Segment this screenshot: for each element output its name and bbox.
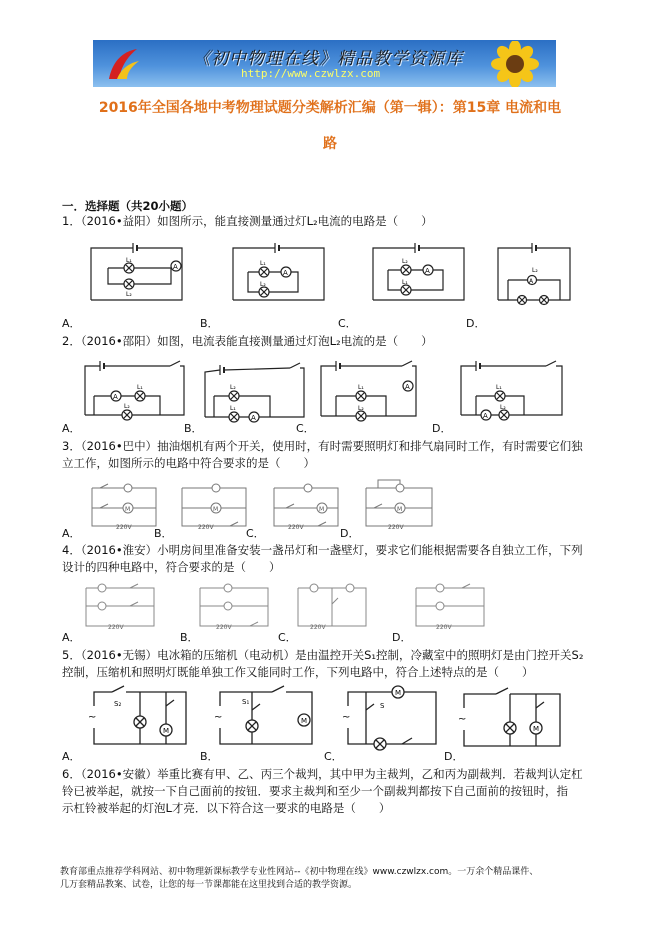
svg-text:L₂: L₂: [402, 258, 408, 265]
banner-title: 《初中物理在线》精品教学资源库: [193, 49, 463, 69]
q4-circuit-d: [410, 582, 490, 632]
question-1-text: 1．（2016•益阳）如图所示，能直接测量通过灯L₂电流的电路是（ ）: [62, 214, 433, 228]
svg-text:L₂: L₂: [260, 281, 266, 288]
svg-text:A: A: [529, 278, 534, 285]
svg-text:~: ~: [342, 712, 351, 723]
svg-text:M: M: [395, 689, 402, 697]
q1-circuit-a: [86, 242, 186, 312]
ammeter-label: A: [173, 263, 178, 271]
svg-text:L₁: L₁: [402, 279, 408, 286]
svg-text:L₂: L₂: [124, 403, 130, 410]
q3-option-d[interactable]: D．: [340, 527, 360, 540]
svg-text:220V: 220V: [116, 524, 132, 531]
question-4-text-cont: 设计的四种电路中，符合要求的是（ ）: [62, 560, 281, 574]
q3-option-b[interactable]: B．: [154, 527, 173, 540]
q5-circuit-b: [212, 686, 322, 752]
q5-circuit-a: [86, 686, 196, 752]
svg-text:M: M: [397, 506, 403, 513]
svg-text:~: ~: [88, 712, 97, 723]
svg-text:M: M: [533, 725, 540, 733]
question-5-text-cont: 控制，压缩机和照明灯既能单独工作又能同时工作，下列电路中，符合上述特点的是（ ）: [62, 665, 534, 679]
svg-text:A: A: [113, 393, 118, 401]
section-heading: 一．选择题（共20小题）: [62, 199, 194, 213]
q1-option-c[interactable]: C．: [338, 317, 357, 330]
svg-text:L₁: L₁: [230, 405, 236, 412]
svg-text:220V: 220V: [108, 624, 124, 631]
svg-text:A: A: [251, 414, 256, 422]
svg-text:S₂: S₂: [114, 700, 122, 708]
svg-text:S₁: S₁: [242, 698, 250, 706]
banner-url[interactable]: http://www.czwlzx.com: [241, 67, 381, 80]
footer-line-2: 几万套精品教案、试卷，让您的每一节课都能在这里找到合适的教学资源。: [60, 880, 358, 890]
q2-circuit-d: [456, 360, 568, 422]
question-4-text: 4．（2016•淮安）小明房间里准备安装一盏吊灯和一盏壁灯，要求它们能根据需要各自独立工作，下列: [62, 543, 583, 557]
q2-circuit-a: [80, 360, 190, 422]
page-footer: [60, 866, 620, 892]
svg-text:L₁: L₁: [496, 384, 502, 391]
q2-option-d[interactable]: D．: [432, 422, 452, 435]
svg-text:M: M: [213, 506, 219, 513]
question-6-text: 6．（2016•安徽）举重比赛有甲、乙、丙三个裁判，其中甲为主裁判，乙和丙为副裁判．若裁判认定杠: [62, 767, 583, 781]
svg-text:S: S: [380, 702, 385, 710]
svg-text:A: A: [405, 383, 410, 391]
question-5-text: 5．（2016•无锡）电冰箱的压缩机（电动机）是由温控开关S₁控制，冷藏室中的照明灯是由门控开关S₂: [62, 648, 584, 662]
svg-text:L₁: L₁: [126, 257, 132, 264]
q3-circuit-d: [360, 478, 440, 532]
svg-text:L₂: L₂: [532, 267, 538, 274]
document-title: 2016年全国各地中考物理试题分类解析汇编（第一辑）：第15章 电流和电: [98, 100, 562, 116]
q1-option-b[interactable]: B．: [200, 317, 219, 330]
site-logo-icon: [103, 45, 143, 83]
q5-option-d[interactable]: D．: [444, 750, 464, 763]
svg-text:220V: 220V: [436, 624, 452, 631]
q4-option-b[interactable]: B．: [180, 631, 199, 644]
q3-option-a[interactable]: A．: [62, 527, 81, 540]
svg-text:A: A: [283, 269, 288, 277]
q1-option-d[interactable]: D．: [466, 317, 486, 330]
svg-text:M: M: [163, 727, 170, 735]
q1-option-a[interactable]: A．: [62, 317, 81, 330]
q2-option-b[interactable]: B．: [184, 422, 203, 435]
svg-text:M: M: [125, 506, 131, 513]
q2-option-a[interactable]: A．: [62, 422, 81, 435]
sunflower-icon: [480, 41, 550, 87]
q5-option-b[interactable]: B．: [200, 750, 219, 763]
q5-circuit-c: [340, 686, 450, 752]
svg-text:220V: 220V: [310, 624, 326, 631]
q1-circuit-c: [368, 242, 468, 312]
site-banner: [93, 40, 556, 87]
q3-circuit-a: [86, 482, 164, 532]
svg-text:L₂: L₂: [500, 404, 506, 411]
q2-circuit-c: [316, 360, 426, 424]
q5-circuit-d: [456, 688, 568, 754]
q5-option-a[interactable]: A．: [62, 750, 81, 763]
q4-circuit-b: [194, 582, 274, 632]
svg-text:220V: 220V: [216, 624, 232, 631]
svg-text:A: A: [483, 412, 488, 420]
q4-option-d[interactable]: D．: [392, 631, 412, 644]
q4-option-c[interactable]: C．: [278, 631, 297, 644]
q4-option-a[interactable]: A．: [62, 631, 81, 644]
q2-option-c[interactable]: C．: [296, 422, 315, 435]
q4-circuit-a: [80, 582, 160, 632]
svg-text:L₂: L₂: [126, 291, 132, 298]
svg-text:~: ~: [214, 712, 223, 723]
question-2-text: 2．（2016•邵阳）如图，电流表能直接测量通过灯泡L₂电流的是（ ）: [62, 334, 433, 348]
question-6-text-cont: 铃已被举起，就按一下自己面前的按钮．要求主裁判和至少一个副裁判都按下自己面前的按钮时，指: [62, 784, 568, 798]
q3-option-c[interactable]: C．: [246, 527, 265, 540]
svg-text:M: M: [301, 717, 308, 725]
q3-circuit-b: [176, 482, 254, 532]
q1-circuit-b: [228, 242, 328, 312]
svg-text:L₁: L₁: [260, 260, 266, 267]
question-3-text: 3．（2016•巴中）抽油烟机有两个开关，使用时，有时需要照明灯和排气扇同时工作，有时需要它们独: [62, 439, 583, 453]
q5-option-c[interactable]: C．: [324, 750, 343, 763]
svg-text:L₁: L₁: [358, 384, 364, 391]
q3-circuit-c: [268, 482, 346, 532]
svg-text:220V: 220V: [388, 524, 404, 531]
q4-circuit-c: [292, 582, 372, 632]
svg-text:L₂: L₂: [358, 405, 364, 412]
document-title-cont: 路: [323, 136, 337, 152]
svg-text:A: A: [425, 267, 430, 275]
q2-circuit-b: [200, 362, 310, 424]
question-6-text-cont2: 示杠铃被举起的灯泡L才亮．以下符合这一要求的电路是（ ）: [62, 801, 391, 815]
svg-text:220V: 220V: [288, 524, 304, 531]
question-3-text-cont: 立工作，如图所示的电路中符合要求的是（ ）: [62, 456, 315, 470]
svg-text:~: ~: [458, 714, 467, 725]
svg-text:L₁: L₁: [137, 384, 143, 391]
svg-text:220V: 220V: [198, 524, 214, 531]
q1-circuit-d: [494, 242, 574, 312]
svg-text:M: M: [319, 506, 325, 513]
footer-line-1: 教育部重点推荐学科网站、初中物理新课标教学专业性网站--《初中物理在线》www.czwlzx.com。一万余个精品课件、: [60, 867, 539, 877]
svg-text:L₂: L₂: [230, 384, 236, 391]
